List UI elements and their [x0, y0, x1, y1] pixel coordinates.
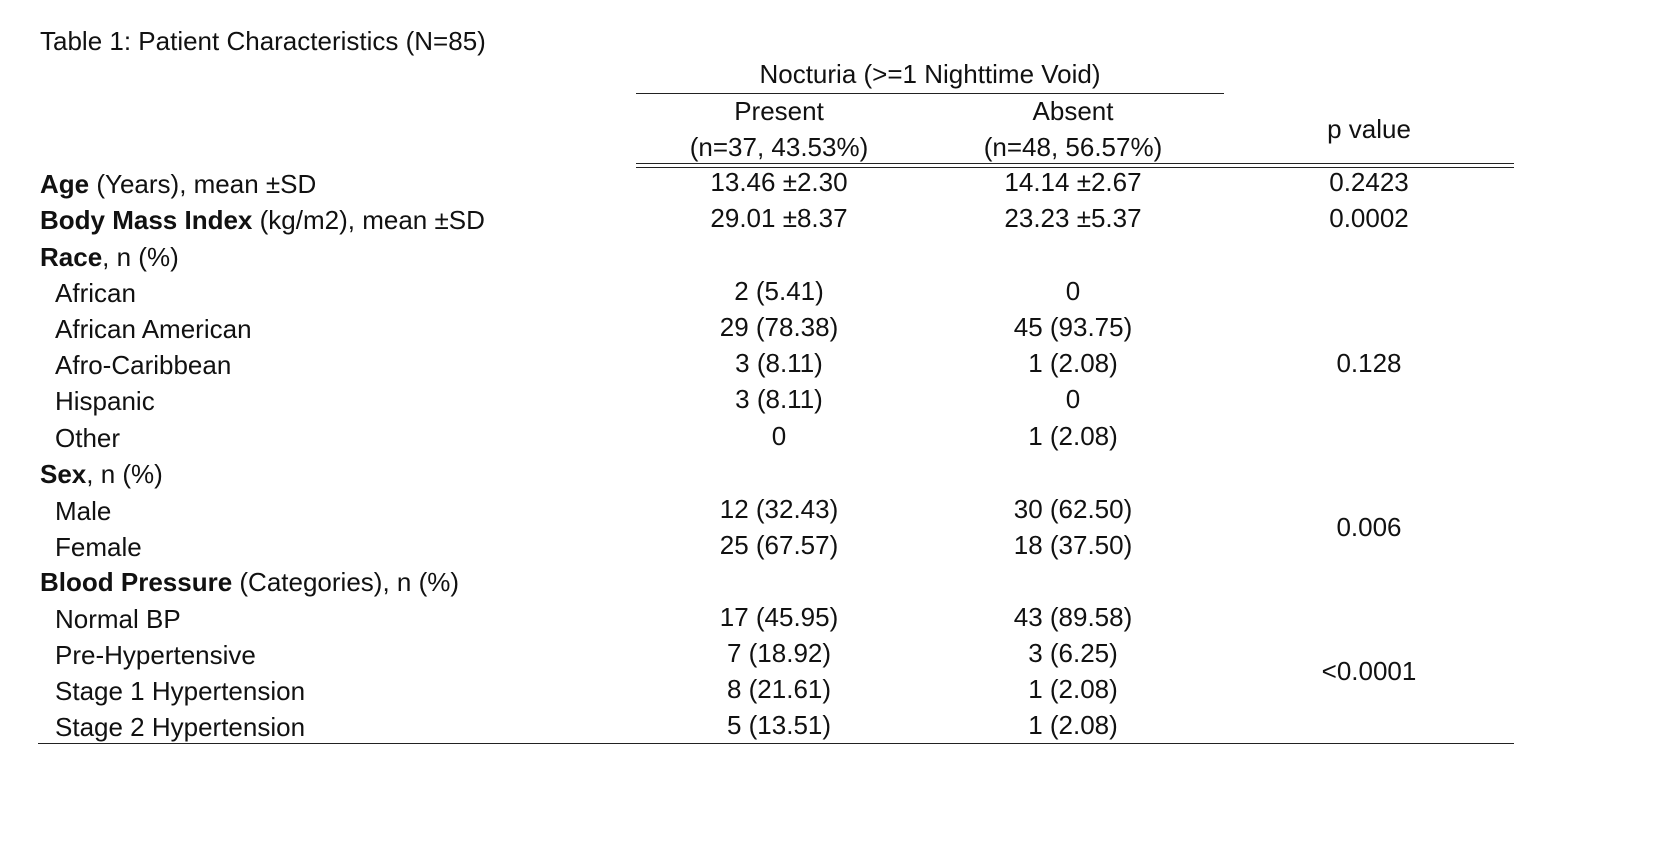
race-other-label: Other: [55, 423, 121, 453]
age-present-value: 13.46 ±2.30: [710, 167, 848, 197]
pvalue-column-header: p value: [1327, 114, 1411, 144]
group-header-rule: [636, 93, 1224, 94]
sex-male-absent: 30 (62.50): [1013, 494, 1133, 524]
sex-female-present: 25 (67.57): [719, 530, 839, 560]
bp-stage1-present: 8 (21.61): [726, 674, 832, 704]
race-hispanic-label: Hispanic: [55, 386, 155, 416]
bp-row-label: Blood Pressure (Categories), n (%): [40, 567, 460, 597]
present-column-header: Present: [734, 96, 824, 126]
nocturia-group-header: Nocturia (>=1 Nighttime Void): [759, 59, 1101, 89]
race-african-label: African: [55, 278, 136, 308]
race-afro-caribbean-label: Afro-Caribbean: [55, 350, 232, 380]
sex-female-label: Female: [55, 532, 142, 562]
bmi-present-value: 29.01 ±8.37: [710, 203, 848, 233]
age-absent-value: 14.14 ±2.67: [1004, 167, 1142, 197]
header-rule-top: [636, 163, 1514, 164]
bp-prehypertensive-present: 7 (18.92): [726, 638, 832, 668]
bp-pvalue: <0.0001: [1321, 656, 1417, 686]
race-hispanic-present: 3 (8.11): [735, 384, 823, 414]
race-other-present: 0: [771, 421, 787, 451]
race-african-american-label: African American: [55, 314, 252, 344]
bp-normal-present: 17 (45.95): [719, 602, 839, 632]
bmi-absent-value: 23.23 ±5.37: [1004, 203, 1142, 233]
sex-male-present: 12 (32.43): [719, 494, 839, 524]
race-african-present: 2 (5.41): [734, 276, 824, 306]
bmi-pvalue: 0.0002: [1329, 203, 1409, 233]
age-pvalue: 0.2423: [1329, 167, 1409, 197]
bp-normal-label: Normal BP: [55, 604, 181, 634]
sex-male-label: Male: [55, 496, 112, 526]
age-row-label: Age (Years), mean ±SD: [40, 169, 317, 199]
bmi-row-label: Body Mass Index (kg/m2), mean ±SD: [40, 205, 485, 235]
race-pvalue: 0.128: [1336, 348, 1402, 378]
bp-prehypertensive-absent: 3 (6.25): [1028, 638, 1118, 668]
bp-stage2-absent: 1 (2.08): [1028, 710, 1118, 740]
sex-row-label: Sex, n (%): [40, 459, 163, 489]
absent-column-count: (n=48, 56.57%): [983, 132, 1163, 162]
bp-stage2-label: Stage 2 Hypertension: [55, 712, 306, 742]
race-other-absent: 1 (2.08): [1028, 421, 1118, 451]
bp-normal-absent: 43 (89.58): [1013, 602, 1133, 632]
table-bottom-rule: [38, 743, 1514, 744]
race-african-absent: 0: [1065, 276, 1081, 306]
present-column-count: (n=37, 43.53%): [689, 132, 869, 162]
race-african-american-absent: 45 (93.75): [1013, 312, 1133, 342]
bp-prehypertensive-label: Pre-Hypertensive: [55, 640, 256, 670]
sex-female-absent: 18 (37.50): [1013, 530, 1133, 560]
race-african-american-present: 29 (78.38): [719, 312, 839, 342]
bp-stage1-absent: 1 (2.08): [1028, 674, 1118, 704]
race-afro-caribbean-absent: 1 (2.08): [1028, 348, 1118, 378]
race-afro-caribbean-present: 3 (8.11): [735, 348, 823, 378]
race-row-label: Race, n (%): [40, 242, 179, 272]
bp-stage2-present: 5 (13.51): [726, 710, 832, 740]
absent-column-header: Absent: [1032, 96, 1114, 126]
race-hispanic-absent: 0: [1065, 384, 1081, 414]
bp-stage1-label: Stage 1 Hypertension: [55, 676, 306, 706]
table-title: Table 1: Patient Characteristics (N=85): [40, 26, 486, 56]
sex-pvalue: 0.006: [1336, 512, 1402, 542]
